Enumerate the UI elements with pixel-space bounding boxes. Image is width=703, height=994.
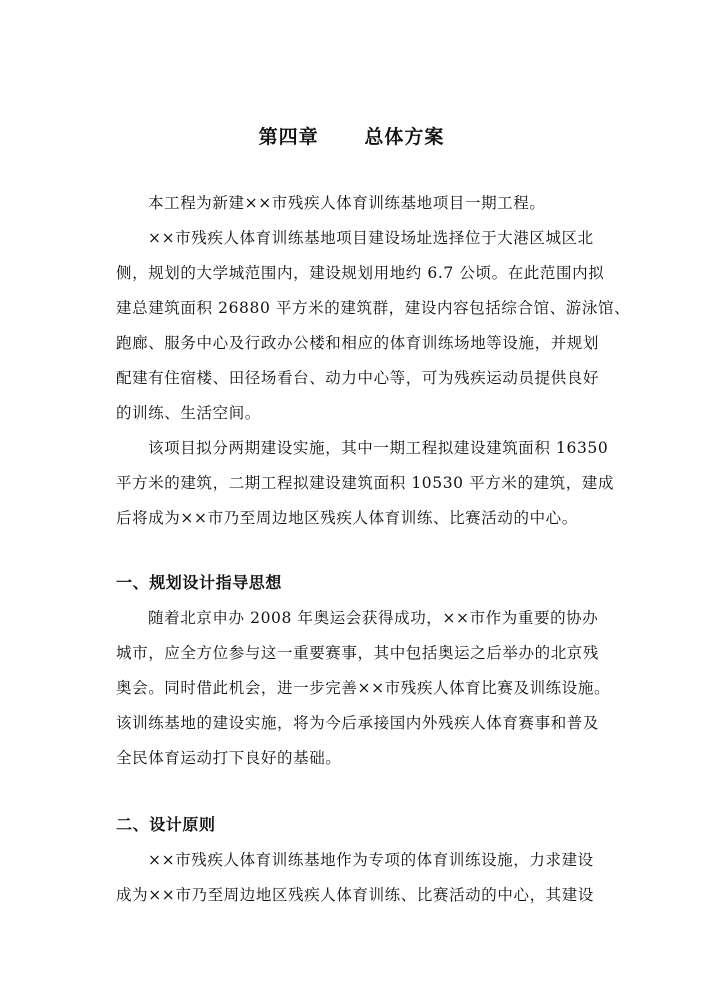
paragraph-line: 的训练、生活空间。 — [116, 404, 261, 422]
paragraph-line: 侧，规划的大学城范围内，建设规划用地约 6.7 公顷。在此范围内拟 — [116, 264, 605, 282]
paragraph-line: 跑廊、服务中心及行政办公楼和相应的体育训练场地等设施，并规划 — [116, 334, 600, 352]
paragraph-line: ××市残疾人体育训练基地项目建设场址选择位于大港区城区北 — [148, 229, 594, 247]
paragraph-line: 全民体育运动打下良好的基础。 — [116, 749, 342, 767]
chapter-title: 第四章 总体方案 — [258, 126, 445, 148]
paragraph-line: 平方米的建筑，二期工程拟建设建筑面积 10530 平方米的建筑，建成 — [116, 474, 615, 492]
paragraph-line: ××市残疾人体育训练基地作为专项的体育训练设施，力求建设 — [148, 851, 594, 869]
section-heading: 一、规划设计指导思想 — [116, 573, 283, 592]
paragraph-line: 城市，应全方位参与这一重要赛事，其中包括奥运之后举办的北京残 — [116, 644, 600, 662]
paragraph-line: 配建有住宿楼、田径场看台、动力中心等，可为残疾运动员提供良好 — [116, 369, 600, 387]
paragraph-line: 该项目拟分两期建设实施，其中一期工程拟建设建筑面积 16350 — [148, 439, 609, 457]
section-heading: 二、设计原则 — [116, 815, 216, 834]
paragraph-line: 随着北京申办 2008 年奥运会获得成功，××市作为重要的协办 — [148, 609, 599, 627]
paragraph-line: 该训练基地的建设实施，将为今后承接国内外残疾人体育赛事和普及 — [116, 714, 600, 732]
paragraph-line: 奥会。同时借此机会，进一步完善××市残疾人体育比赛及训练设施。 — [116, 679, 611, 697]
paragraph-line: 建总建筑面积 26880 平方米的建筑群，建设内容包括综合馆、游泳馆、 — [116, 299, 631, 317]
paragraph-line: 后将成为××市乃至周边地区残疾人体育训练、比赛活动的中心。 — [116, 509, 578, 527]
paragraph-line: 成为××市乃至周边地区残疾人体育训练、比赛活动的中心，其建设 — [116, 886, 594, 904]
paragraph-line: 本工程为新建××市残疾人体育训练基地项目一期工程。 — [148, 194, 546, 212]
